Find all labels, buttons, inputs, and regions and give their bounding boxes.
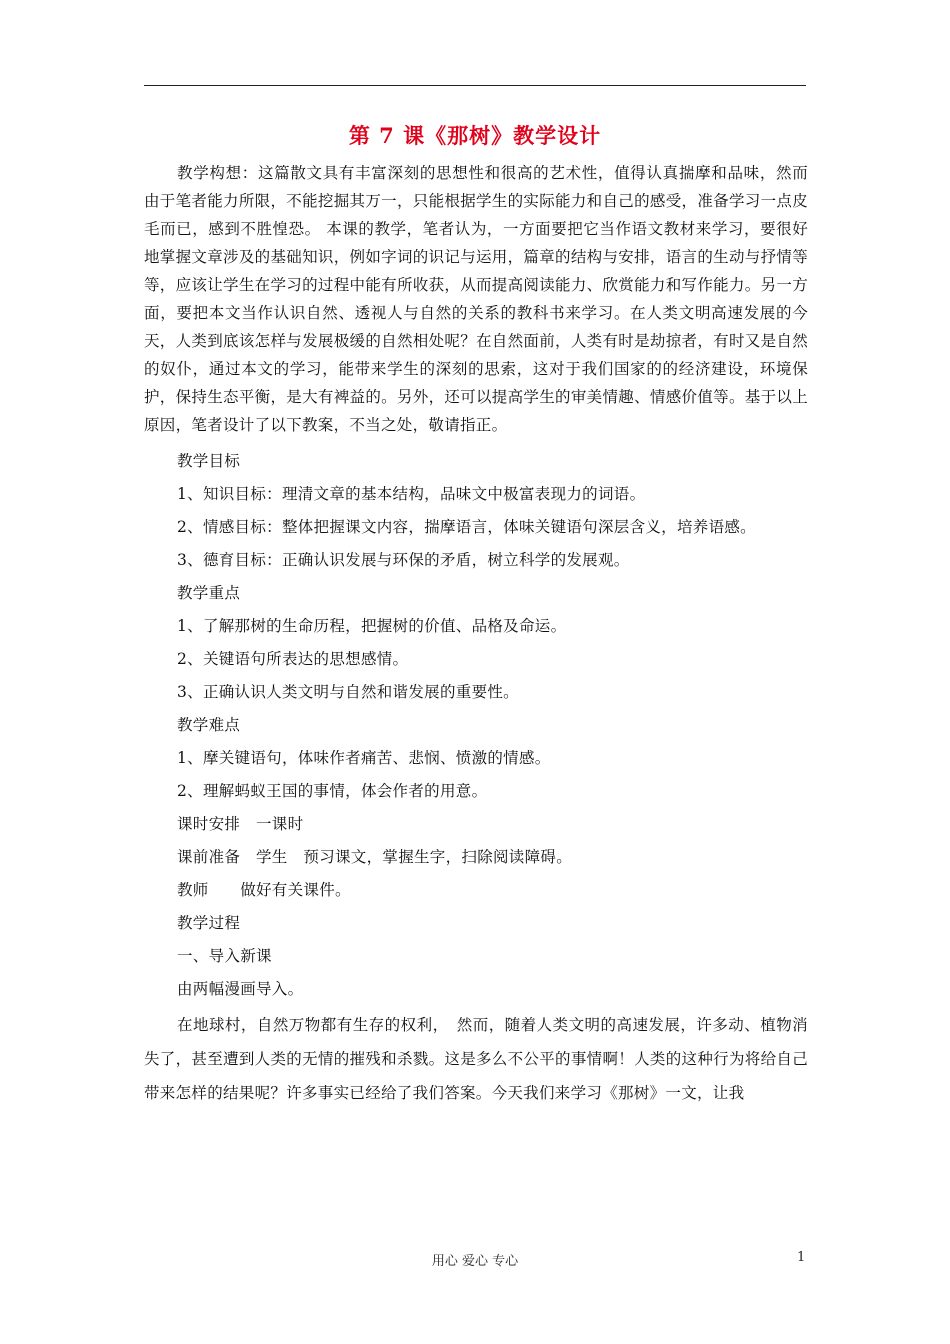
closing-paragraph: 在地球村，自然万物都有生存的权利， 然而，随着人类文明的高速发展，许多动、植物消失了，甚至遭到人类的无情的摧残和杀戮。这是多么不公平的事情啊！人类的这种行为将给自己带来怎样的结果呢？许多事实已经给了我们答案。今天我们来学习《那树》一文，让我: [144, 1016, 808, 1102]
goal-item-knowledge: 1、知识目标：理清文章的基本结构，品味文中极富表现力的词语。: [177, 485, 646, 503]
document-title: 第 7 课《那树》教学设计: [348, 123, 602, 148]
key-point-item: 2、关键语句所表达的思想感情。: [177, 650, 409, 668]
section-heading-key-points: 教学重点: [177, 584, 241, 602]
section-heading-difficulties: 教学难点: [177, 716, 241, 734]
step-text: 由两幅漫画导入。: [177, 980, 304, 998]
header-rule: [144, 85, 806, 86]
preparation-teacher: 教师 做好有关课件。: [177, 881, 351, 899]
preparation-students: 课前准备 学生 预习课文，掌握生字，扫除阅读障碍。: [177, 848, 573, 866]
section-heading-process: 教学过程: [177, 914, 241, 932]
key-point-item: 3、正确认识人类文明与自然和谐发展的重要性。: [177, 683, 519, 701]
goal-item-emotion: 2、情感目标：整体把握课文内容，揣摩语言，体味关键语句深层含义，培养语感。: [177, 518, 756, 536]
page-number: 1: [797, 1250, 806, 1265]
key-point-item: 1、了解那树的生命历程，把握树的价值、品格及命运。: [177, 617, 567, 635]
class-hours: 课时安排 一课时: [177, 815, 304, 833]
document-body: [144, 159, 808, 1110]
difficulty-item: 2、理解蚂蚁王国的事情，体会作者的用意。: [177, 782, 488, 800]
goal-item-moral: 3、德育目标：正确认识发展与环保的矛盾，树立科学的发展观。: [177, 551, 630, 569]
outline-lines: [144, 445, 808, 1006]
intro-paragraph: 教学构想：这篇散文具有丰富深刻的思想性和很高的艺术性，值得认真揣摩和品味，然而由于笔者能力所限，不能挖掘其万一，只能根据学生的实际能力和自己的感受，准备学习一点皮毛而已，感到不胜惶恐。 本课的教学，笔者认为，一方面要把它当作语文教材来学习，要很好地掌握文章涉及的基础知识，例如字词的识记与运用，篇章的结构与安排，语言的生动与抒情等等，应该让学生在学习的过程中能有所收获，从而提高阅读能力、欣赏能力和写作能力。另一方面，要把本文当作认识自然、透视人与自然的关系的教科书来学习。在人类文明高速发展的今天，人类到底该怎样与发展极缓的自然相处呢？在自然面前，人类有时是劫掠者，有时又是自然的奴仆，通过本文的学习，能带来学生的深刻的思索，这对于我们国家的的经济建设，环境保护，保持生态平衡，是大有裨益的。另外，还可以提高学生的审美情趣、情感价值等。基于以上原因，笔者设计了以下教案，不当之处，敬请指正。: [144, 164, 808, 434]
section-heading-goals: 教学目标: [177, 452, 241, 470]
difficulty-item: 1、摩关键语句，体味作者痛苦、悲悯、愤激的情感。: [177, 749, 551, 767]
page-footer: 用心 爱心 专心: [431, 1254, 519, 1269]
step-heading-introduction: 一、导入新课: [177, 947, 272, 965]
